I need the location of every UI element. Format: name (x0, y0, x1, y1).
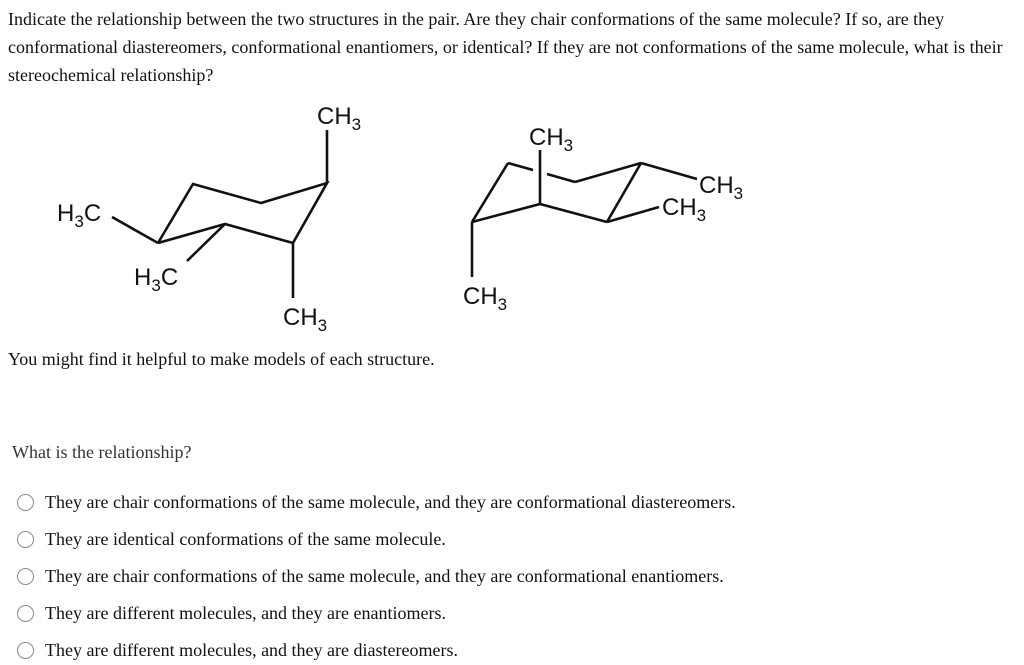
right-ring-bond-5 (540, 204, 607, 222)
right-ring-bond-2a (508, 163, 533, 170)
option-label: They are identical conformations of the same molecule. (45, 529, 446, 549)
right-upper-ch3-label: $CH_3$ (699, 172, 744, 203)
option-label: They are different molecules, and they are enantiomers. (45, 603, 446, 623)
right-ring-bond-2b (547, 174, 575, 182)
option-identical-conformations[interactable] (17, 525, 446, 553)
option-label: They are different molecules, and they are diastereomers. (45, 640, 458, 660)
option-label: They are chair conformations of the same molecule, and they are conformational diastereomers. (45, 492, 736, 512)
left-left-methyl-bond (112, 217, 158, 243)
option-different-enantiomers[interactable] (17, 599, 446, 627)
question-prompt: What is the relationship? (12, 442, 192, 462)
left-lower-h3c-label: $H_3C$ (134, 264, 179, 295)
right-bottom-ch3-label: $CH_3$ (463, 283, 508, 314)
right-lower-ch3-label: $CH_3$ (662, 194, 707, 225)
radio-button[interactable] (17, 531, 34, 548)
hint-text: You might find it helpful to make models of each structure. (8, 349, 435, 369)
left-top-ch3-label: $CH_3$ (317, 103, 362, 134)
left-left-h3c-label: $H_3C$ (57, 200, 102, 231)
right-upper-right-methyl-bond (641, 163, 697, 179)
radio-button[interactable] (17, 494, 34, 511)
option-different-diastereomers[interactable] (17, 636, 458, 664)
option-conformational-diastereomers[interactable] (17, 488, 736, 516)
radio-button[interactable] (17, 605, 34, 622)
option-conformational-enantiomers[interactable] (17, 562, 724, 590)
radio-button[interactable] (17, 568, 34, 585)
option-label: They are chair conformations of the same molecule, and they are conformational enantiomers. (45, 566, 724, 586)
left-ring-bonds (158, 183, 327, 243)
radio-button[interactable] (17, 642, 34, 659)
question-text: Indicate the relationship between the two structures in the pair. Are they chair conformations of the same molecule? If so, are they conformational diastereomers, conformational enantiomers, or identical? If they are not conformations of the same molecule, what is their stereochemical relationship? (8, 9, 1003, 85)
left-bottom-ch3-label: $CH_3$ (283, 304, 328, 335)
right-top-ch3-label: $CH_3$ (529, 124, 574, 155)
